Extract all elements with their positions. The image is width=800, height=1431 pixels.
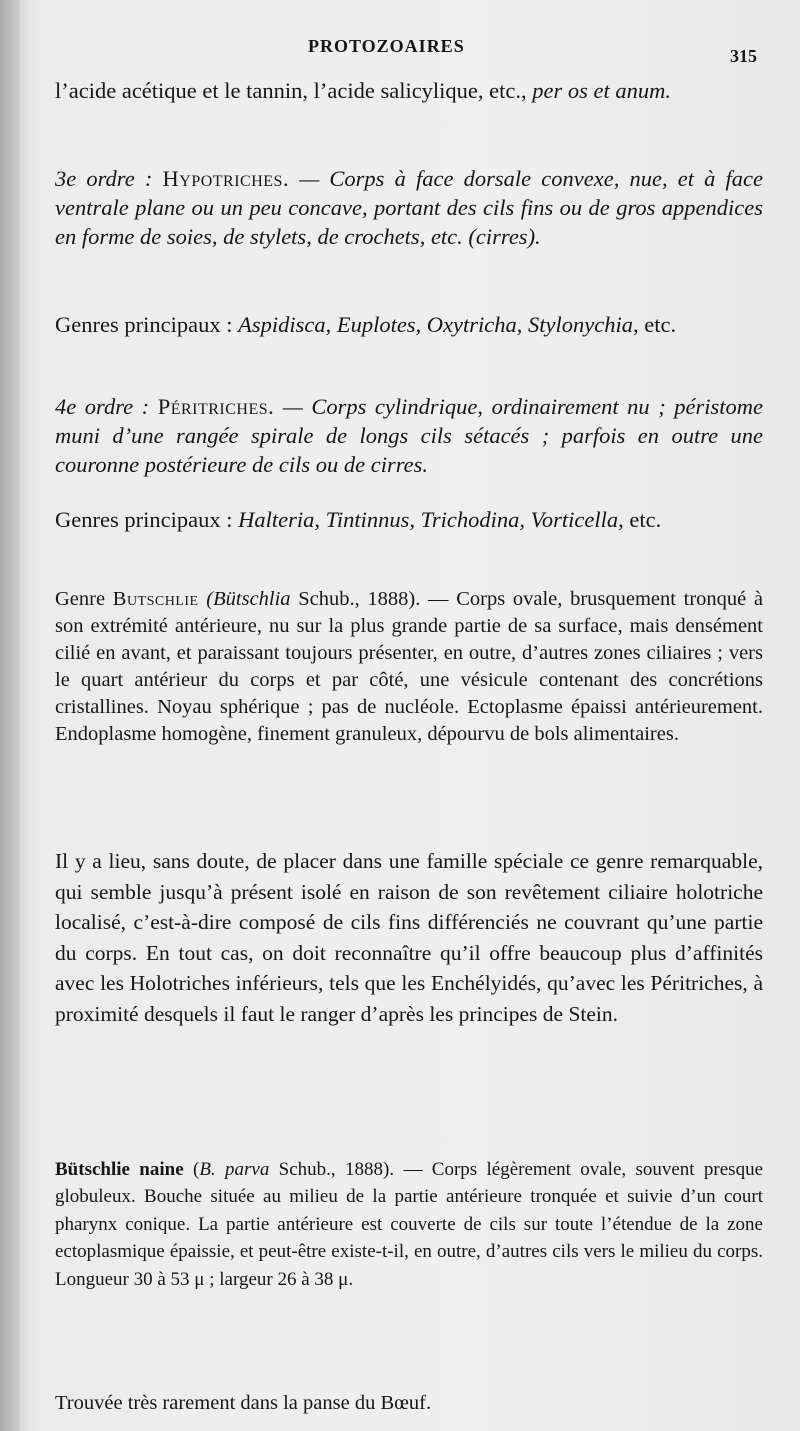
order4-genres	[55, 505, 763, 534]
running-title: PROTOZOAIRES	[308, 36, 465, 56]
genus-label-name: Butschlie	[112, 588, 199, 610]
opening-italic: per os et anum.	[532, 78, 672, 103]
discussion-paragraph	[55, 846, 763, 1029]
order3-genres-tail: etc.	[638, 312, 677, 337]
order3-definition	[55, 164, 763, 251]
order3-genres-list: Aspidisca, Euplotes, Oxytricha, Stylonychia,	[238, 312, 639, 337]
species-latin: B. parva	[199, 1159, 270, 1180]
closing-text: Trouvée très rarement dans la panse du Bœuf.	[55, 1392, 432, 1414]
genus-latin: (Bütschlia	[206, 588, 291, 610]
species-authority: Schub., 1888).	[269, 1159, 395, 1180]
order3-name: Hypotriches.	[162, 166, 290, 191]
order3-genres	[55, 310, 763, 339]
page-gutter-shadow	[0, 0, 20, 1431]
species-name: Bütschlie naine	[55, 1159, 184, 1180]
order4-genres-label: Genres principaux :	[55, 507, 239, 532]
species-latin-open: (	[183, 1159, 200, 1180]
order4-label: 4e ordre :	[55, 394, 158, 419]
order4-definition	[55, 392, 763, 479]
closing-paragraph	[55, 1390, 763, 1417]
genus-label-prefix: Genre	[55, 588, 113, 610]
genus-authority: Schub., 1888).	[290, 588, 421, 610]
species-text: — Corps légèrement ovale, souvent presque globuleux. Bouche située au milieu de la partie antérieure tronquée et suivie d’un court pharynx conique. La partie antérieure est couverte de cils sur toute l’étendue de la zone ectoplasmique épaissie, et peut-être existe-t-il, en outre, d’autres cils vers le milieu du corps. Longueur 30 à 53 μ ; largeur 26 à 38 μ.	[55, 1159, 764, 1290]
order3-label: 3e ordre :	[55, 166, 163, 191]
running-header	[0, 36, 800, 66]
order4-genres-tail: etc.	[623, 507, 662, 532]
opening-paragraph	[55, 76, 763, 105]
order3-genres-label: Genres principaux :	[55, 312, 239, 337]
page-number: 315	[730, 46, 757, 66]
genus-description	[55, 586, 763, 748]
opening-text: l’acide acétique et le tannin, l’acide salicylique, etc.,	[55, 78, 533, 103]
discussion-text: Il y a lieu, sans doute, de placer dans une famille spéciale ce genre remarquable, qui semble jusqu’à présent isolé en raison de son revêtement ciliaire holotriche localisé, c’est-à-dire composé de cils fins différenciés ne couvrant qu’une partie du corps. En tout cas, on doit reconnaître qu’il offre beaucoup plus d’affinités avec les Holotriches inférieurs, tels que les Enchélyidés, qu’avec les Péritriches, à proximité desquels il faut le ranger d’après les principes de Stein.	[55, 849, 763, 1026]
order4-description: — Corps cylindrique, ordinairement nu ; péristome muni d’une rangée spirale de longs cils sétacés ; parfois en outre une couronne postérieure de cils ou de cirres.	[55, 394, 763, 477]
order3-description: — Corps à face dorsale convexe, nue, et à face ventrale plane ou un peu concave, portant des cils fins ou de gros appendices en forme de soies, de stylets, de crochets, etc. (cirres).	[55, 166, 764, 249]
order4-genres-list: Halteria, Tintinnus, Trichodina, Vorticella,	[238, 507, 624, 532]
genus-text: — Corps ovale, brusquement tronqué à son extrémité antérieure, nu sur la plus grande partie de sa surface, mais densément cilié en avant, et paraissant toujours présenter, en outre, d’autres zones ciliaires ; vers le quart antérieur du corps et par côté, une vésicule contenant des concrétions cristallines. Noyau sphérique ; pas de nucléole. Ectoplasme épaissi antérieurement. Endoplasme homogène, finement granuleux, dépourvu de bols alimentaires.	[55, 588, 764, 745]
order4-name: Péritriches.	[157, 394, 275, 419]
species-description	[55, 1156, 763, 1293]
